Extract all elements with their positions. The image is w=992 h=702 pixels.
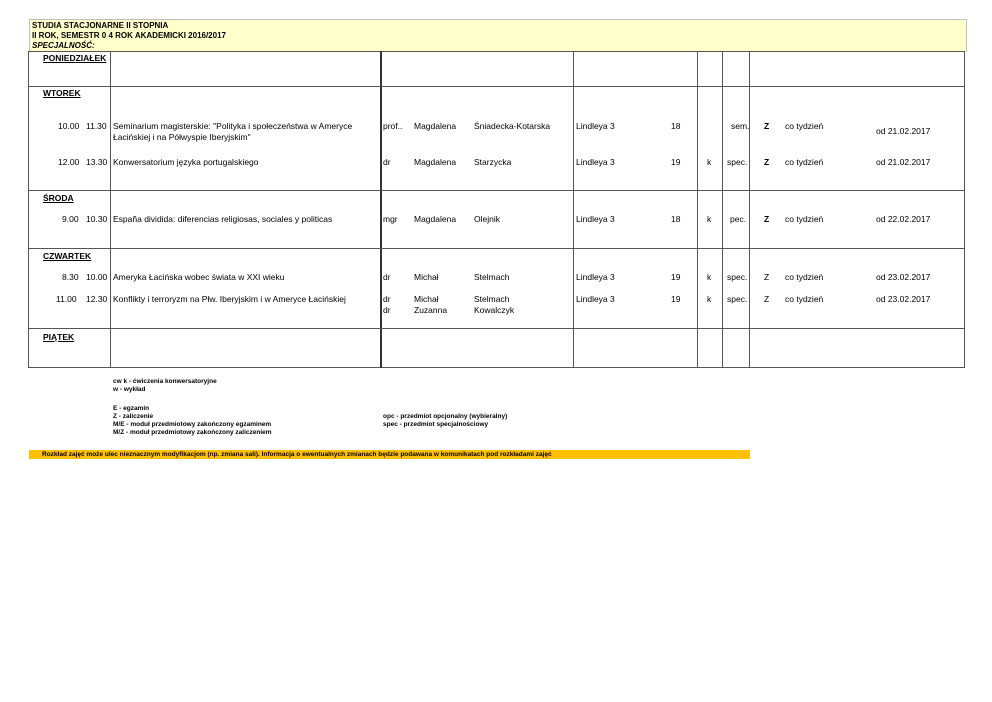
legend-z: Z - zaliczenie (113, 413, 154, 420)
start-time: 8.30 (62, 272, 79, 282)
end-time: 10.30 (86, 214, 108, 224)
subject: España dividida: diferencias religiosas, sociales y politicas (113, 214, 333, 224)
frequency: co tydzień (785, 294, 824, 304)
start-date: od 23.02.2017 (876, 294, 931, 304)
schedule-table (28, 51, 965, 368)
end-time: 11.30 (86, 121, 107, 131)
end-time: 10.00 (86, 272, 108, 282)
subject: Konwersatorium języka portugalskiego (113, 157, 259, 167)
start-time: 9.00 (62, 214, 79, 224)
start-time: 12.00 (58, 157, 80, 167)
subject-cont: Łacińskiej i na Półwyspie Iberyjskim" (113, 132, 251, 142)
teacher-first-name: Magdalena (414, 121, 457, 131)
class-type: spec. (727, 294, 748, 304)
grade-type: Z (764, 157, 770, 167)
day-tuesday: WTOREK (43, 88, 81, 98)
legend-mz: M/Z - moduł przedmiotowy zakończony zaliczeniem (113, 429, 272, 436)
start-date: od 21.02.2017 (876, 157, 931, 167)
col-divider-teacher (573, 51, 574, 368)
teacher-first-name: Michał (414, 272, 439, 282)
start-time: 11.00 (56, 294, 77, 304)
row-divider (28, 248, 965, 249)
k-flag: k (707, 294, 712, 304)
subject: Ameryka Łacińska wobec świata w XXI wieku (113, 272, 285, 282)
year-semester: II ROK, SEMESTR 0 4 ROK AKADEMICKI 2016/2017 (32, 31, 226, 40)
teacher-title: dr (383, 294, 391, 304)
row-divider (28, 328, 965, 329)
teacher-last-name: Śniadecka-Kotarska (474, 121, 551, 131)
teacher-last-name: Stelmach (474, 272, 510, 282)
specialization-label: SPECJALNOŚĆ: (32, 41, 95, 50)
room: Lindleya 3 (576, 157, 615, 167)
room: Lindleya 3 (576, 272, 615, 282)
teacher-last-name-2: Kowalczyk (474, 305, 515, 315)
room: Lindleya 3 (576, 294, 615, 304)
day-friday: PIĄTEK (43, 332, 75, 342)
start-time: 10.00 (58, 121, 80, 131)
k-flag: k (707, 157, 712, 167)
teacher-first-name: Magdalena (414, 157, 457, 167)
subject: Seminarium magisterskie: "Polityka i społeczeństwa w Ameryce (113, 121, 353, 131)
teacher-title: prof.. (383, 121, 403, 131)
legend-spec: spec - przedmiot specjalnościowy (383, 421, 489, 428)
subject: Konflikty i terroryzm na Płw. Iberyjskim i w Ameryce Łacińskiej (113, 294, 346, 304)
row-divider (28, 86, 965, 87)
col-divider-k (722, 51, 723, 368)
end-time: 12.30 (86, 294, 108, 304)
col-divider-time (110, 51, 111, 368)
legend-cwk: cw k - ćwiczenia konwersatoryjne (113, 378, 217, 385)
room: Lindleya 3 (576, 121, 615, 131)
grade-type: Z (764, 272, 770, 282)
col-divider-type (749, 51, 750, 368)
schedule-note-text: Rozkład zajęć może ulec nieznacznym modyfikacjom (np. zmiana sali). Informacja o ewentualnych zmianach będzie podawana w komunikatach pod rozkładami zajęć (42, 451, 552, 458)
teacher-first-name: Magdalena (414, 214, 457, 224)
room: Lindleya 3 (576, 214, 615, 224)
legend-e: E - egzamin (113, 405, 150, 412)
teacher-last-name: Stelmach (474, 294, 510, 304)
grade-type: Z (764, 121, 770, 131)
study-type: STUDIA STACJONARNE II STOPNIA (32, 21, 169, 30)
legend-w: w - wykład (113, 386, 146, 393)
day-monday: PONIEDZIAŁEK (43, 53, 107, 63)
group-number: 19 (671, 294, 681, 304)
class-type: spec. (727, 272, 748, 282)
schedule-header (29, 19, 967, 52)
group-number: 19 (671, 157, 681, 167)
legend-me: M/E - moduł przedmiotowy zakończony egzaminem (113, 421, 272, 428)
start-date: od 22.02.2017 (876, 214, 931, 224)
teacher-last-name: Starzycka (474, 157, 512, 167)
col-divider-subject (380, 51, 382, 368)
grade-type: Z (764, 214, 770, 224)
teacher-title: dr (383, 157, 391, 167)
class-type: pec. (730, 214, 747, 224)
group-number: 18 (671, 214, 681, 224)
teacher-title-2: dr (383, 305, 391, 315)
group-number: 18 (671, 121, 681, 131)
grade-type: Z (764, 294, 770, 304)
teacher-title: mgr (383, 214, 398, 224)
teacher-first-name: Michał (414, 294, 439, 304)
row-divider (28, 190, 965, 191)
k-flag: k (707, 272, 712, 282)
day-thursday: CZWARTEK (43, 251, 92, 261)
start-date: od 21.02.2017 (876, 126, 931, 136)
frequency: co tydzień (785, 157, 824, 167)
schedule-note (29, 450, 750, 459)
frequency: co tydzień (785, 214, 824, 224)
k-flag: k (707, 214, 712, 224)
start-date: od 23.02.2017 (876, 272, 931, 282)
legend-opc: opc - przedmiot opcjonalny (wybieralny) (383, 413, 508, 420)
group-number: 19 (671, 272, 681, 282)
teacher-first-name-2: Zuzanna (414, 305, 448, 315)
teacher-last-name: Olejnik (474, 214, 500, 224)
day-wednesday: ŚRODA (43, 193, 74, 203)
frequency: co tydzień (785, 272, 824, 282)
frequency: co tydzień (785, 121, 824, 131)
end-time: 13.30 (86, 157, 108, 167)
col-divider-room (697, 51, 698, 368)
class-type: spec. (727, 157, 748, 167)
teacher-title: dr (383, 272, 391, 282)
class-type: sem. (731, 121, 750, 131)
